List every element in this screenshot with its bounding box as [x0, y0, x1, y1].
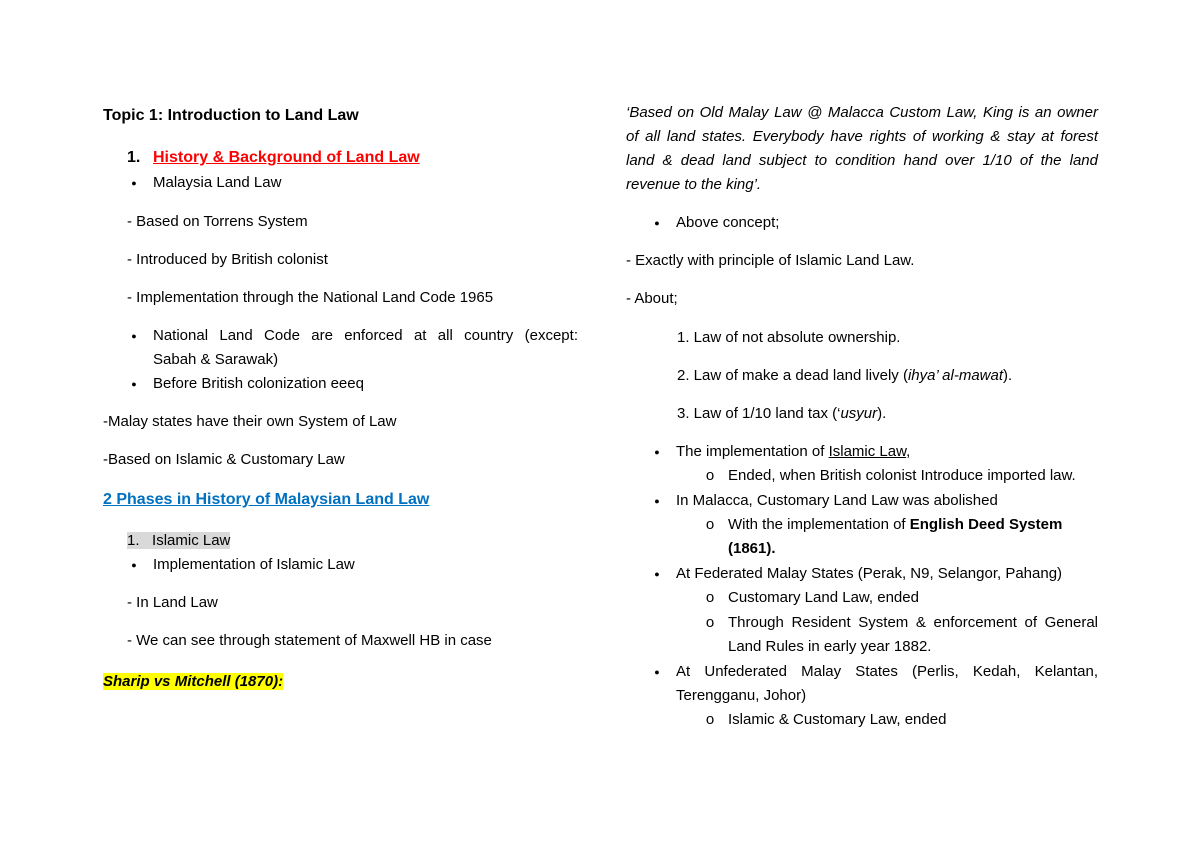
circle-bullet-icon: o: [705, 614, 715, 631]
sub-text: Customary Land Law, ended: [728, 589, 919, 606]
numbered-italic: ihya’ al-mawat: [907, 367, 1004, 384]
numbered-text-end: ).: [877, 405, 887, 422]
numbered-text: 2. Law of make a dead land lively (: [677, 367, 908, 384]
case-name: [103, 670, 283, 694]
bullet-text: At Unfederated Malay States (Perlis, Kedah, Kelantan,: [676, 663, 1098, 680]
sub-text-cont: (1861).: [728, 540, 776, 557]
numbered-item: 1. Law of not absolute ownership.: [677, 329, 901, 346]
bullet-text: Before British colonization eeeq: [153, 375, 364, 392]
numbered-item: [677, 402, 886, 426]
paragraph: - About;: [626, 290, 678, 307]
quote-line: land & dead land subject to condition hand over 1/10 of the land: [626, 152, 1098, 169]
circle-bullet-icon: o: [705, 516, 715, 533]
bullet-icon: ●: [654, 569, 660, 579]
bullet-text: National Land Code are enforced at all country (except:: [153, 327, 578, 344]
dash-text: - We can see through statement of Maxwell HB in case: [127, 632, 492, 649]
bullet-icon: ●: [131, 331, 137, 341]
bullet-text: Implementation of Islamic Law: [153, 556, 355, 573]
sub-text: Ended, when British colonist Introduce imported law.: [728, 467, 1076, 484]
sub-text: Islamic & Customary Law, ended: [728, 711, 947, 728]
bullet-text: In Malacca, Customary Land Law was abolished: [676, 492, 998, 509]
sub-text-cont: Land Rules in early year 1882.: [728, 638, 932, 655]
phase-number: 1.: [127, 532, 140, 549]
circle-bullet-icon: o: [705, 589, 715, 606]
numbered-item: [677, 364, 1012, 388]
numbered-italic: usyur: [840, 405, 878, 422]
bullet-icon: ●: [131, 379, 137, 389]
phase-title: Islamic Law: [152, 532, 231, 549]
paragraph: -Based on Islamic & Customary Law: [103, 451, 345, 468]
phase-item: [127, 529, 230, 553]
bullet-icon: ●: [654, 447, 660, 457]
section1-number: 1.: [127, 149, 141, 166]
sub-text: Through Resident System & enforcement of General: [728, 614, 1098, 631]
bullet-icon: ●: [131, 178, 137, 188]
bullet-icon: ●: [654, 496, 660, 506]
quote-line: ‘Based on Old Malay Law @ Malacca Custom Law, King is an owner: [626, 104, 1098, 121]
circle-bullet-icon: o: [705, 711, 715, 728]
paragraph: -Malay states have their own System of Law: [103, 413, 397, 430]
dash-text: - Introduced by British colonist: [127, 251, 328, 268]
quote-line: of all land states. Everybody have rights of working & stay at forest: [626, 128, 1098, 145]
sub-text: With the implementation of English Deed System: [728, 516, 1063, 533]
bullet-icon: ●: [131, 560, 137, 570]
numbered-text-end: ).: [1003, 367, 1013, 384]
bullet-icon: ●: [654, 218, 660, 228]
bullet-text: At Federated Malay States (Perak, N9, Selangor, Pahang): [676, 565, 1063, 582]
section2-title: 2 Phases in History of Malaysian Land Law: [103, 491, 430, 508]
paragraph: - Exactly with principle of Islamic Land Law.: [626, 252, 915, 269]
bullet-text-cont: Terengganu, Johor): [676, 687, 807, 704]
case-name-text: Sharip vs Mitchell (1870):: [103, 673, 284, 690]
circle-bullet-icon: o: [705, 467, 715, 484]
bullet-text: Above concept;: [676, 214, 780, 231]
bullet-text: The implementation of Islamic Law,: [676, 443, 911, 460]
bullet-text-cont: Sabah & Sarawak): [153, 351, 279, 368]
dash-text: - In Land Law: [127, 594, 218, 611]
section1-title: History & Background of Land Law: [153, 149, 420, 166]
numbered-text: 3. Law of 1/10 land tax (‘: [677, 405, 841, 422]
dash-text: - Implementation through the National Land Code 1965: [127, 289, 494, 306]
bullet-text: Malaysia Land Law: [153, 174, 282, 191]
dash-text: - Based on Torrens System: [127, 213, 308, 230]
quote-line: revenue to the king’.: [626, 176, 762, 193]
bullet-icon: ●: [654, 667, 660, 677]
topic-title: Topic 1: Introduction to Land Law: [103, 107, 359, 124]
